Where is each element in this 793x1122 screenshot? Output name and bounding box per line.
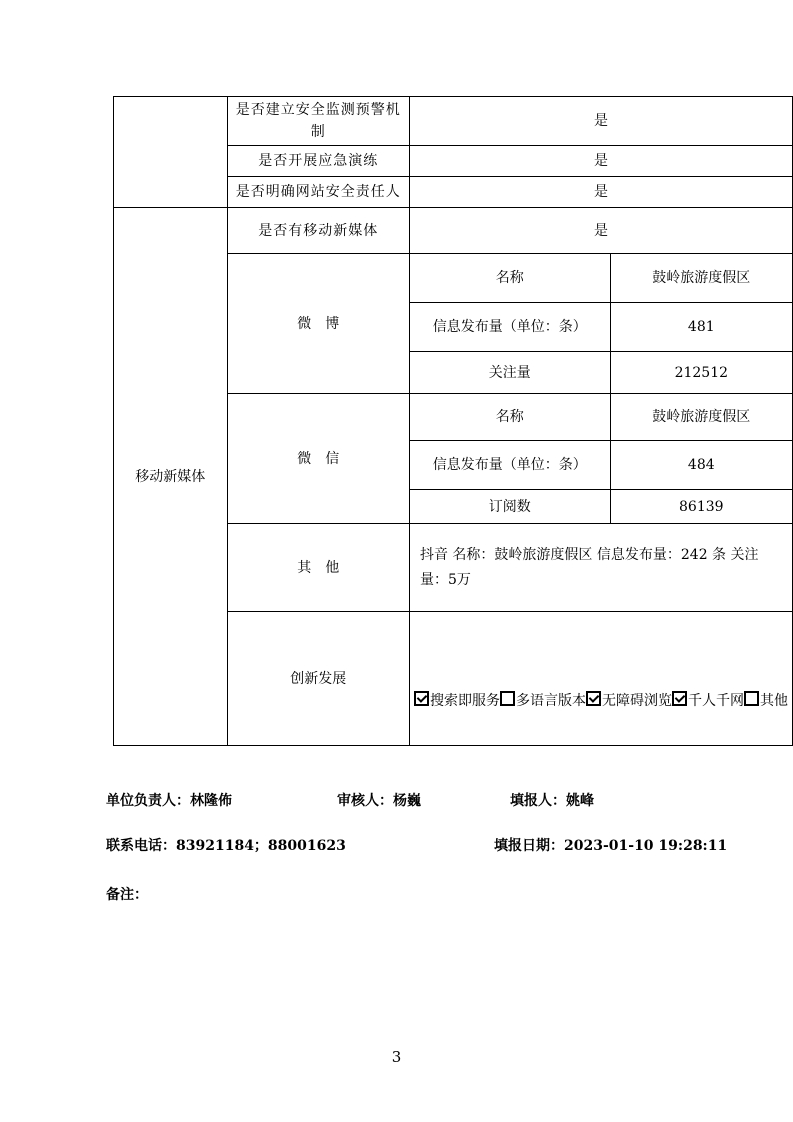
- media-section-label: 移动新媒体: [114, 208, 228, 746]
- emergency-drill-value: 是: [409, 146, 792, 177]
- wechat-name-value: 鼓岭旅游度假区: [610, 394, 792, 441]
- weibo-posts-label: 信息发布量（单位：条）: [409, 303, 610, 352]
- checked-box-icon: [414, 691, 429, 706]
- wechat-subs-label: 订阅数: [409, 490, 610, 524]
- option-accessibility: 无障碍浏览: [586, 693, 672, 709]
- contact-phone: 联系电话：83921184；88001623: [106, 838, 346, 854]
- leader: 单位负责人：林隆佈: [106, 793, 232, 809]
- monitoring-warning-label: 是否建立安全监测预警机制: [227, 97, 409, 146]
- weibo-posts-value: 481: [610, 303, 792, 352]
- security-owner-label: 是否明确网站安全责任人: [227, 177, 409, 208]
- innovation-options: [414, 690, 788, 712]
- has-media-label: 是否有移动新媒体: [227, 208, 409, 254]
- security-section-cell: [114, 97, 228, 208]
- option-personalized: 千人千网: [672, 693, 744, 709]
- security-owner-value: 是: [409, 177, 792, 208]
- wechat-subs-value: 86139: [610, 490, 792, 524]
- weibo-name-value: 鼓岭旅游度假区: [610, 254, 792, 303]
- reporter: 填报人：姚峰: [510, 793, 594, 809]
- checked-box-icon: [672, 691, 687, 706]
- other-media-label: 其 他: [227, 524, 409, 612]
- remarks-label: 备注：: [106, 887, 148, 903]
- report-table: [113, 96, 793, 746]
- unchecked-box-icon: [744, 691, 759, 706]
- weibo-label: 微 博: [227, 254, 409, 394]
- wechat-label: 微 信: [227, 394, 409, 524]
- wechat-posts-label: 信息发布量（单位：条）: [409, 441, 610, 490]
- monitoring-warning-value: 是: [409, 97, 792, 146]
- weibo-followers-value: 212512: [610, 352, 792, 394]
- has-media-value: 是: [409, 208, 792, 254]
- option-multilingual: 多语言版本: [500, 693, 586, 709]
- emergency-drill-label: 是否开展应急演练: [227, 146, 409, 177]
- checked-box-icon: [586, 691, 601, 706]
- unchecked-box-icon: [500, 691, 515, 706]
- innovation-options-cell: [409, 612, 792, 746]
- reviewer: 审核人：杨巍: [337, 793, 421, 809]
- weibo-name-label: 名称: [409, 254, 610, 303]
- page-number: 3: [391, 1048, 402, 1066]
- report-date: 填报日期：2023-01-10 19:28:11: [494, 838, 728, 854]
- wechat-posts-value: 484: [610, 441, 792, 490]
- option-other: 其他: [744, 693, 788, 709]
- other-media-value: 抖音 名称：鼓岭旅游度假区 信息发布量：242 条 关注量：5万: [409, 524, 792, 612]
- innovation-label: 创新发展: [227, 612, 409, 746]
- option-search-as-service: 搜索即服务: [414, 693, 500, 709]
- wechat-name-label: 名称: [409, 394, 610, 441]
- weibo-followers-label: 关注量: [409, 352, 610, 394]
